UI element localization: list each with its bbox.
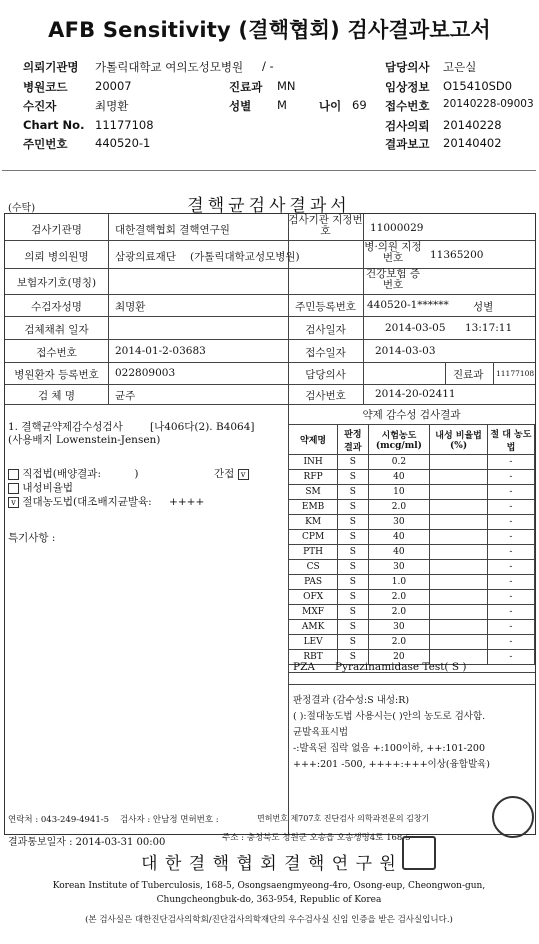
method-line2: (사용배지 Lowenstein-Jensen): [8, 434, 161, 446]
method-line1: 1. 결핵균약제감수성검사: [8, 421, 123, 433]
sensitivity-cell-abs: -: [487, 470, 534, 485]
extra-value: / -: [262, 59, 274, 73]
sensitivity-cell-drug: RBT: [289, 650, 338, 665]
rrn-value: 440520-1: [95, 136, 151, 150]
sensitivity-cell-ratio: [430, 635, 488, 650]
report-title: AFB Sensitivity (결핵협회) 검사결과보고서: [48, 18, 491, 42]
receipt-row-value: 2014-01-2-03683: [115, 345, 206, 357]
sensitivity-row: [289, 455, 535, 470]
sensitivity-cell-drug: AMK: [289, 620, 338, 635]
institution-row-value: 대한결핵협회 결핵연구원: [115, 224, 230, 236]
absolute-method-option: [8, 494, 204, 509]
sensitivity-row: [289, 560, 535, 575]
sensitivity-cell-result: S: [338, 470, 368, 485]
sensitivity-cell-abs: -: [487, 455, 534, 470]
report-date-footer: 결과통보일자 : 2014-03-31 00:00: [8, 837, 166, 848]
sensitivity-cell-abs: -: [487, 650, 534, 665]
method-code: [나406다(2). B4064]: [150, 421, 255, 433]
specimen-value: 균주: [115, 390, 136, 402]
sensitivity-cell-abs: -: [487, 560, 534, 575]
dept-value: MN: [277, 79, 296, 93]
institution-label: 의뢰기관명: [23, 60, 79, 74]
sensitivity-cell-drug: MXF: [289, 605, 338, 620]
sensitivity-cell-result: S: [338, 650, 368, 665]
sex-row-label: 성별: [473, 301, 494, 313]
sensitivity-cell-conc: 2.0: [368, 590, 430, 605]
form-title: 결핵균검사결과서: [187, 196, 351, 216]
contact-info: 연락처 : 043-249-4941-5: [8, 815, 110, 825]
designation-label: 검사기관 지정번호: [288, 214, 363, 237]
corner-note: (수탁): [8, 203, 36, 214]
report-date-label: 결과보고: [385, 137, 430, 151]
sensitivity-row: [289, 575, 535, 590]
test-no-value: 2014-20-02411: [375, 388, 456, 400]
rrn-row-value: 440520-1******: [367, 299, 449, 311]
test-time-value: 13:17:11: [465, 322, 513, 334]
org-name: 대 한 결 핵 협 회 결 핵 연 구 원: [141, 854, 397, 874]
doctor-row-label: 담당의사: [305, 369, 346, 381]
ratio-method-label: 내성비율법: [22, 482, 74, 494]
legend-line-3: 균발육표시법: [293, 727, 349, 738]
direct-method-label: 직접법(배양결과:: [22, 468, 101, 480]
sensitivity-row: [289, 545, 535, 560]
sensitivity-cell-conc: 10: [368, 485, 430, 500]
report-date-value: 20140402: [443, 136, 502, 150]
hospital-code-value: 20007: [95, 79, 132, 93]
col-ratio: 내성 비율법(%): [430, 425, 488, 455]
requester-label: 의뢰 병의원명: [24, 251, 89, 263]
sensitivity-cell-abs: -: [487, 500, 534, 515]
sensitivity-cell-drug: OFX: [289, 590, 338, 605]
ratio-method-option: [8, 480, 73, 495]
clinical-info-label: 임상정보: [385, 80, 430, 94]
sensitivity-cell-result: S: [338, 485, 368, 500]
notes-label: 특기사항 :: [8, 532, 56, 544]
sex-value: M: [277, 98, 287, 112]
sensitivity-cell-ratio: [430, 470, 488, 485]
sensitivity-cell-ratio: [430, 620, 488, 635]
chart-no-label: Chart No.: [23, 118, 85, 132]
col-drug: 약제명: [289, 425, 338, 455]
age-label: 나이: [319, 99, 342, 113]
col-conc: 시험농도 (mcg/ml): [368, 425, 430, 455]
insurance-label: 보험자기호(명칭): [16, 277, 97, 289]
request-date-label: 검사의뢰: [385, 119, 430, 133]
sensitivity-row: [289, 635, 535, 650]
sensitivity-cell-result: S: [338, 455, 368, 470]
address-en-1: Korean Institute of Tuberculosis, 168-5, Osongsaengmyeong-4ro, Osong-eup, Cheongwon-gun,: [52, 881, 486, 891]
sensitivity-cell-conc: 30: [368, 560, 430, 575]
direct-method-close: ): [134, 468, 139, 480]
receipt-no-value: 20140228-09003: [443, 98, 534, 110]
institution-row-label: 검사기관명: [31, 224, 82, 236]
doctor-label: 담당의사: [385, 60, 430, 74]
sensitivity-cell-ratio: [430, 575, 488, 590]
received-value: 2014-03-03: [375, 345, 436, 357]
clinic-value: 11365200: [430, 249, 484, 261]
receipt-no-label: 접수번호: [385, 99, 430, 113]
direct-method-checkbox: [8, 469, 19, 480]
sensitivity-cell-ratio: [430, 605, 488, 620]
legend-line-1: 판정결과 (감수성:S 내성:R): [293, 695, 410, 706]
sensitivity-cell-result: S: [338, 620, 368, 635]
test-no-label: 검사번호: [305, 390, 346, 402]
sensitivity-row: [289, 590, 535, 605]
sensitivity-cell-conc: 40: [368, 545, 430, 560]
sensitivity-cell-ratio: [430, 545, 488, 560]
sex-label: 성별: [229, 99, 252, 113]
sensitivity-cell-result: S: [338, 605, 368, 620]
clinic-label: 병·의원 지정번호: [364, 241, 422, 264]
sensitivity-cell-abs: -: [487, 590, 534, 605]
sensitivity-cell-conc: 30: [368, 515, 430, 530]
absolute-method-checkbox: v: [8, 497, 19, 508]
sensitivity-cell-ratio: [430, 530, 488, 545]
patient-row-value: 최명환: [115, 301, 146, 313]
absolute-method-label: 절대농도법(대조배지균발육:: [22, 496, 152, 508]
sensitivity-cell-result: S: [338, 575, 368, 590]
sensitivity-cell-conc: 2.0: [368, 635, 430, 650]
legend-line-5: +++:201 -500, ++++:+++이상(융합발육): [293, 759, 491, 770]
sensitivity-cell-abs: -: [487, 545, 534, 560]
sensitivity-cell-abs: -: [487, 530, 534, 545]
sensitivity-cell-conc: 2.0: [368, 500, 430, 515]
age-value: 69: [352, 98, 367, 112]
dept-label: 진료과: [229, 80, 263, 94]
hospital-no-label: 병원환자 등록번호: [14, 369, 99, 381]
ratio-method-checkbox: [8, 483, 19, 494]
sensitivity-cell-conc: 2.0: [368, 605, 430, 620]
institution-value: 가톨릭대학교 여의도성모병원: [95, 60, 244, 74]
circular-seal-stamp: [492, 796, 534, 838]
sensitivity-cell-drug: CS: [289, 560, 338, 575]
sensitivity-cell-drug: SM: [289, 485, 338, 500]
test-date-label: 검사일자: [305, 324, 346, 336]
sensitivity-cell-drug: CPM: [289, 530, 338, 545]
sensitivity-cell-ratio: [430, 590, 488, 605]
sensitivity-cell-ratio: [430, 500, 488, 515]
hospital-code-label: 병원코드: [23, 80, 68, 94]
pza-value: Pyrazinamidase Test( S ): [335, 661, 467, 673]
sensitivity-cell-drug: LEV: [289, 635, 338, 650]
license-info: 면허번호 제707호 진단검사 의학과전문의 김창기: [257, 814, 430, 823]
received-label: 접수일자: [305, 347, 346, 359]
sensitivity-cell-conc: 20: [368, 650, 430, 665]
patient-value: 최명환: [95, 99, 129, 113]
scanned-report-form: [2, 170, 536, 941]
form-grid: [4, 213, 536, 835]
sensitivity-cell-conc: 30: [368, 620, 430, 635]
examiner-info: 검사자 : 안남정 면허번호 :: [120, 815, 219, 825]
sensitivity-cell-ratio: [430, 485, 488, 500]
patient-row-label: 수검자성명: [31, 301, 82, 313]
sensitivity-cell-result: S: [338, 530, 368, 545]
sensitivity-cell-drug: PTH: [289, 545, 338, 560]
requester-sub: (가톨릭대학교성모병원): [190, 251, 300, 263]
doctor-value: 고은실: [443, 60, 477, 74]
request-date-value: 20140228: [443, 118, 502, 132]
hospital-no-value: 022809003: [115, 367, 176, 379]
sensitivity-cell-conc: 1.0: [368, 575, 430, 590]
sensitivity-cell-drug: RFP: [289, 470, 338, 485]
sensitivity-cell-abs: -: [487, 620, 534, 635]
address-en-2: Chungcheongbuk-do, 363-954, Republic of Korea: [156, 895, 382, 905]
sensitivity-row: [289, 530, 535, 545]
sensitivity-table: [288, 424, 535, 665]
rrn-label: 주민번호: [23, 137, 68, 151]
certification-note: (본 검사실은 대한진단검사의학회/진단검사의학재단의 우수검사실 신임 인증을 받은 검사실입니다.): [85, 915, 453, 925]
sensitivity-cell-drug: EMB: [289, 500, 338, 515]
sensitivity-cell-conc: 0.2: [368, 455, 430, 470]
sensitivity-cell-abs: -: [487, 515, 534, 530]
address-kr: 주소 : 충청북도 청원군 오송읍 오송생명4로 168-5: [222, 833, 411, 843]
indirect-method-label: 간접: [214, 468, 235, 480]
sensitivity-cell-abs: -: [487, 635, 534, 650]
requester-value: 삼광의료재단: [115, 251, 176, 263]
sensitivity-cell-result: S: [338, 545, 368, 560]
sensitivity-cell-conc: 40: [368, 470, 430, 485]
pza-label: PZA: [293, 661, 315, 673]
sensitivity-cell-abs: -: [487, 485, 534, 500]
col-absolute: 절 대 농도법: [487, 425, 534, 455]
sensitivity-cell-drug: KM: [289, 515, 338, 530]
sensitivity-cell-result: S: [338, 515, 368, 530]
chart-no-value: 11177108: [95, 118, 154, 132]
sensitivity-cell-drug: PAS: [289, 575, 338, 590]
legend-line-2: ( ):절대농도법 사용시는( )안의 농도로 검사함.: [293, 711, 486, 722]
receipt-row-label: 접수번호: [36, 347, 77, 359]
sensitivity-heading: 약제 감수성 검사결과: [362, 409, 461, 421]
sensitivity-cell-result: S: [338, 560, 368, 575]
sensitivity-cell-result: S: [338, 590, 368, 605]
sensitivity-cell-abs: -: [487, 605, 534, 620]
sensitivity-row: [289, 605, 535, 620]
sensitivity-cell-ratio: [430, 455, 488, 470]
rrn-row-label: 주민등록번호: [295, 301, 356, 313]
absolute-method-value: ++++: [169, 496, 205, 508]
sensitivity-row: [289, 485, 535, 500]
sensitivity-cell-drug: INH: [289, 455, 338, 470]
dept-row-value: 11177108: [496, 369, 535, 378]
sensitivity-cell-abs: -: [487, 575, 534, 590]
square-seal-stamp: [402, 836, 436, 870]
sensitivity-cell-ratio: [430, 515, 488, 530]
collect-date-label: 검체채취 일자: [24, 324, 89, 336]
test-date-value: 2014-03-05: [385, 322, 446, 334]
sensitivity-row: [289, 500, 535, 515]
sensitivity-cell-result: S: [338, 635, 368, 650]
sensitivity-cell-result: S: [338, 500, 368, 515]
designation-value: 11000029: [370, 222, 424, 234]
sensitivity-row: [289, 620, 535, 635]
direct-method-option: [8, 466, 138, 481]
clinical-info-value: O15410SD0: [443, 79, 513, 93]
insurance-cert-label: 건강보험 증번호: [365, 268, 421, 291]
indirect-method-option: [214, 466, 249, 481]
patient-label: 수진자: [23, 99, 57, 113]
sensitivity-row: [289, 515, 535, 530]
dept-row-label: 진료과: [453, 369, 484, 381]
indirect-method-checkbox: v: [238, 469, 249, 480]
legend-line-4: -:발육된 집락 없음 +:100이하, ++:101-200: [293, 743, 485, 754]
sensitivity-cell-conc: 40: [368, 530, 430, 545]
sensitivity-row: [289, 470, 535, 485]
col-result: 판정 결과: [338, 425, 368, 455]
specimen-label: 검 체 명: [37, 390, 76, 402]
sensitivity-cell-ratio: [430, 560, 488, 575]
